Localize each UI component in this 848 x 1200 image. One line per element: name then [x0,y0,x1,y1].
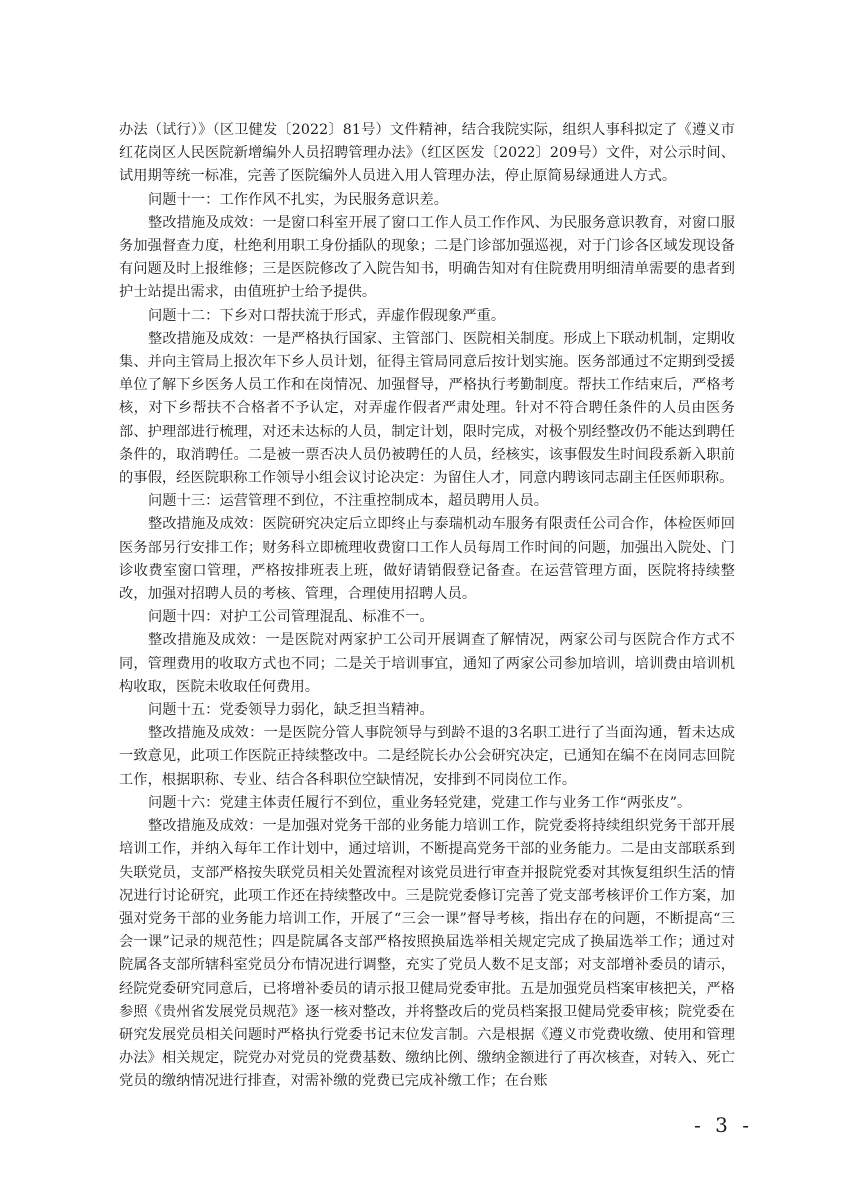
paragraph-intro: 办法（试行）》（区卫健发〔2022〕81号）文件精神，结合我院实际，组织人事科拟定了《遵义市红花岗区人民医院新增编外人员招聘管理办法》（红区医发〔2022〕209号）文件，对公示时间、试用期等统一标准，完善了医院编外人员进入用人管理办法，停止原简易绿通进人方式。 [119,122,735,185]
page-number: - 3 - [694,1113,753,1137]
paragraph-measures-16: 整改措施及成效：一是加强对党务干部的业务能力培训工作，院党委将持续组织党务干部开展培训工作，并纳入每年工作计划中，通过培训，不断提高党务干部的业务能力。二是由支部联系到失联党员，支部严格按失联党员相关处置流程对该党员进行审查并报院党委对其恢复组织生活的情况进行讨论研究，此项工作还在持续整改中。三是院党委修订完善了党支部考核评价工作方案，加强对党务干部的业务能力培训工作，开展了“三会一课”督导考核，指出存在的问题，不断提高“三会一课”记录的规范性；四是院属各支部严格按照换届选举相关规定完成了换届选举工作；通过对院属各支部所辖科室党员分布情况进行调整，充实了党员人数不足支部；对支部增补委员的请示，经院党委研究同意后，已将增补委员的请示报卫健局党委审批。五是加强党员档案审核把关，严格参照《贵州省发展党员规范》逐一核对整改，并将整改后的党员档案报卫健局党委审核；院党委在研究发展党员相关问题时严格执行党委书记末位发言制。六是根据《遵义市党费收缴、使用和管理办法》相关规定，院党办对党员的党费基数、缴纳比例、缴纳金额进行了再次核查，对转入、死亡党员的缴纳情况进行排查，对需补缴的党费已完成补缴工作；在台账 [119,818,735,1090]
paragraph-measures-15: 整改措施及成效：一是医院分管人事院领导与到龄不退的3名职工进行了当面沟通，暂未达成一致意见，此项工作医院正持续整改中。二是经院长办公会研究决定，已通知在编不在岗同志回院工作，根据职称、专业、结合各科职位空缺情况，安排到不同岗位工作。 [119,725,735,788]
heading-issue-12: 问题十二：下乡对口帮扶流于形式，弄虚作假现象严重。 [148,307,506,324]
paragraph-measures-14: 整改措施及成效：一是医院对两家护工公司开展调查了解情况，两家公司与医院合作方式不同，管理费用的收取方式也不同；二是关于培训事宜，通知了两家公司参加培训，培训费由培训机构收取，医院未收取任何费用。 [119,632,735,695]
heading-issue-11: 问题十一：工作作风不扎实，为民服务意识差。 [148,191,449,208]
paragraph-measures-12: 整改措施及成效：一是严格执行国家、主管部门、医院相关制度。形成上下联动机制，定期收集、并向主管局上报次年下乡人员计划，征得主管局同意后按计划实施。医务部通过不定期到受援单位了解下乡医务人员工作和在岗情况、加强督导，严格执行考勤制度。帮扶工作结束后，严格考核，对下乡帮扶不合格者不予认定，对弄虚作假者严肃处理。针对不符合聘任条件的人员由医务部、护理部进行梳理，对还未达标的人员，制定计划，限时完成，对极个别经整改仍不能达到聘任条件的，取消聘任。二是被一票否决人员仍被聘任的人员，经核实，该事假发生时间段系新入职前的事假，经医院职称工作领导小组会议讨论决定：为留住人才，同意内聘该同志副主任医师职称。 [119,330,735,487]
heading-issue-16: 问题十六：党建主体责任履行不到位，重业务轻党建，党建工作与业务工作“两张皮”。 [148,794,692,811]
heading-issue-14: 问题十四：对护工公司管理混乱、标准不一。 [148,609,434,626]
heading-issue-15: 问题十五：党委领导力弱化，缺乏担当精神。 [148,702,434,719]
paragraph-measures-11: 整改措施及成效：一是窗口科室开展了窗口工作人员工作作风、为民服务意识教育，对窗口服务加强督查力度，杜绝利用职工身份插队的现象；二是门诊部加强巡视，对于门诊各区域发现设备有问题及时上报维修；三是医院修改了入院告知书，明确告知对有住院费用明细清单需要的患者到护士站提出需求，由值班护士给予提供。 [119,214,735,301]
paragraph-measures-13: 整改措施及成效：医院研究决定后立即终止与泰瑞机动车服务有限责任公司合作，体检医师回医务部另行安排工作；财务科立即梳理收费窗口工作人员每周工作时间的问题，加强出入院处、门诊收费室窗口管理，严格按排班表上班，做好请销假登记备查。在运营管理方面，医院将持续整改，加强对招聘人员的考核、管理，合理使用招聘人员。 [119,516,735,603]
heading-issue-13: 问题十三：运营管理不到位，不注重控制成本，超员聘用人员。 [148,493,549,510]
document-body [119,119,735,1094]
